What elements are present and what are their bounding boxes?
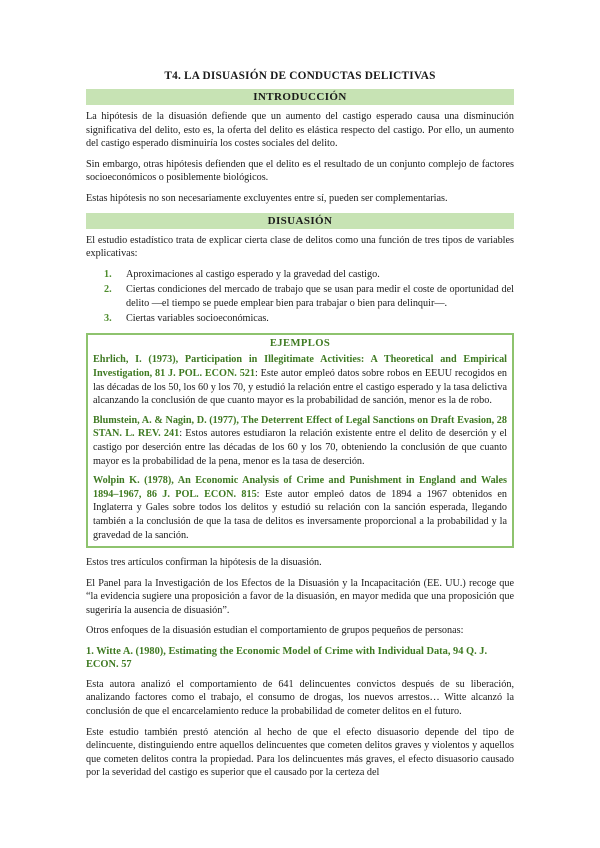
example-text: : Este autor empleó datos de 1894 a 1967 obtenidos en Inglaterra y Gales sobre todos los delitos y estudió su relación con la sanción esperada, llegando también a la conclusión de que la tasa de delitos es inversamente proporcional a la probabilidad y la gravedad de la sanción. (93, 488, 507, 541)
list-text: Ciertas variables socioeconómicas. (126, 312, 269, 324)
body-paragraph: Este estudio también prestó atención al hecho de que el efecto disuasorio depende del tipo de delincuente, distinguiendo entre aquellos delincuentes que cometen delitos graves y violentos y aquellos que cometen delitos contra la propiedad. Para los delincuentes más graves, el efecto disuasorio causado por la severidad del castigo es superior que el causado por la certeza del (86, 726, 514, 779)
body-paragraph: Esta autora analizó el comportamiento de 641 delincuentes convictos después de su liberación, analizando factores como el trabajo, el consumo de drogas, los nuevos arrestos… Witte alcanzó la conclusión de que el encarcelamiento reduce la probabilidad de cometer delitos en el futuro. (86, 678, 514, 718)
list-number: 3. (104, 312, 112, 324)
list-number: 2. (104, 284, 112, 296)
list-item (86, 268, 514, 281)
body-paragraph: Otros enfoques de la disuasión estudian el comportamiento de grupos pequeños de personas: (86, 625, 464, 637)
example-reference: Blumstein, A. & Nagin, D. (1977), The Deterrent Effect of Legal Sanctions on Draft Evasion, 28 STAN. L. REV. 241 (93, 414, 507, 440)
document-title: T4. LA DISUASIÓN DE CONDUCTAS DELICTIVAS (164, 70, 436, 82)
list-text: Aproximaciones al castigo esperado y la gravedad del castigo. (126, 268, 380, 280)
section-heading-introduccion: INTRODUCCIÓN (86, 89, 514, 105)
intro-paragraph: Sin embargo, otras hipótesis defienden que el delito es el resultado de un conjunto complejo de factores socioeconómicos o posiblemente biológicos. (86, 158, 514, 184)
list-number: 1. (104, 268, 112, 280)
list-item (86, 312, 514, 325)
disuasion-lead: El estudio estadístico trata de explicar cierta clase de delitos como una función de tres tipos de variables explicativas: (86, 234, 514, 260)
intro-paragraph: Estas hipótesis no son necesariamente excluyentes entre sí, pueden ser complementarias. (86, 192, 448, 204)
example-entry (93, 353, 507, 407)
example-text: : Estos autores estudiaron la relación existente entre el delito de deserción y el castigo por deserción entre las décadas de los 60 y los 70, obteniendo la conclusión de que cuanto mayor es la probabilidad de la pena, menor es la tasa de deserción. (93, 428, 507, 467)
intro-paragraph: La hipótesis de la disuasión defiende que un aumento del castigo esperado causa una disminución significativa del delito, esto es, la oferta del delito es elástica respecto del castigo. Por ello, un aumento del castigo esperado disminuiría los costes sociales del delito. (86, 111, 514, 150)
example-entry (93, 414, 507, 468)
section-heading-disuasion: DISUASIÓN (86, 213, 514, 229)
example-entry (93, 474, 507, 542)
study-heading: 1. Witte A. (1980), Estimating the Economic Model of Crime with Individual Data, 94 Q. J. ECON. 57 (86, 646, 488, 671)
examples-box (86, 333, 514, 548)
list-text: Ciertas condiciones del mercado de trabajo que se usan para medir el coste de oportunidad del delito —el tiempo se puede emplear bien para trabajar o bien para delinquir—. (126, 284, 514, 309)
list-item (86, 283, 514, 310)
example-reference: Ehrlich, I. (1973), Participation in Illegitimate Activities: A Theoretical and Empirical Investigation, 81 J. POL. ECON. 521 (93, 354, 507, 379)
example-reference: Wolpin K. (1978), An Economic Analysis of Crime and Punishment in England and Wales 1894–1967, 86 J. POL. ECON. 815 (93, 475, 507, 500)
body-paragraph: El Panel para la Investigación de los Efectos de la Disuasión y la Incapacitación (EE. UU.) recoge que “la evidencia sugiere una proposición a favor de la disuasión, en mayor medida que una proposición que sugeriría la ausencia de disuasión”. (86, 577, 514, 616)
example-text: : Este autor empleó datos sobre robos en EEUU recogidos en las décadas de los 50, los 60 y los 70, y estudió la relación entre el castigo esperado y la tasa delictiva alcanzando la conclusión de que cuanto mayor es la probabilidad de sanción, menor es la de robo. (93, 367, 507, 407)
body-paragraph: Estos tres artículos confirman la hipótesis de la disuasión. (86, 557, 322, 569)
examples-heading: EJEMPLOS (269, 338, 331, 350)
variables-list (86, 268, 514, 326)
